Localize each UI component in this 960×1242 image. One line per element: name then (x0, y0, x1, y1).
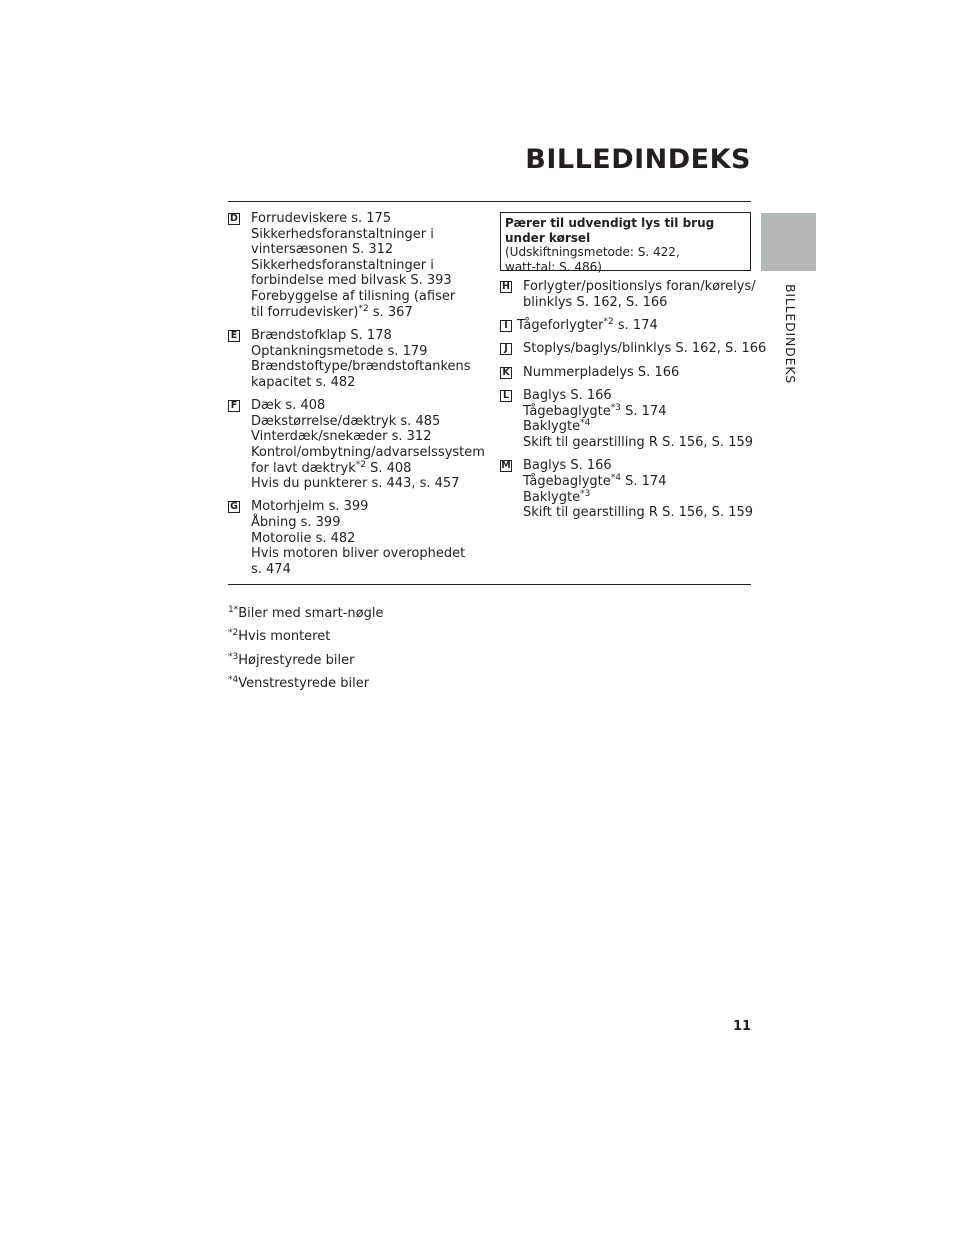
footnote: $^{*2}$Hvis monteret (228, 628, 331, 645)
entry-line: Baklygte$^{*3}$ (523, 488, 591, 505)
entry-line: Brændstoftype/brændstoftankens (251, 359, 471, 375)
entry-letter-h: H (500, 281, 512, 293)
right-column (500, 212, 767, 529)
footnote-mark: *3 (228, 651, 239, 662)
footnote: $^{*4}$Venstrestyrede biler (228, 675, 370, 692)
entry-line: Skift til gearstilling R S. 156, S. 159 (523, 505, 754, 521)
section-tab (761, 213, 816, 271)
bulb-info-box (500, 212, 751, 274)
footnote-mark: *4 (228, 675, 239, 686)
footnote-ref: *4 (610, 472, 621, 483)
footnote-mark: 1* (228, 605, 239, 615)
footnote-ref: *2 (603, 316, 614, 327)
bottom-rule (228, 584, 751, 585)
entry-line: Nummerpladelys S. 166 (523, 364, 680, 380)
entry-line: Baglys S. 166 (523, 388, 612, 404)
entry-letter-d: D (228, 213, 240, 225)
index-entry-i (500, 318, 751, 334)
section-tab-label: BILLEDINDEKS (783, 284, 798, 385)
entry-line: Kontrol/ombytning/advarselssystem (251, 444, 485, 460)
index-entry-f (228, 398, 483, 492)
footnote: $^{*3}$Højrestyrede biler (228, 651, 355, 668)
page-number: 11 (733, 1019, 752, 1034)
entry-letter-i: I (500, 320, 512, 332)
entry-letter-j: J (500, 343, 512, 355)
footnote-mark: *2 (228, 628, 239, 639)
entry-line: Baglys S. 166 (523, 458, 612, 474)
entry-letter-e: E (228, 330, 240, 342)
entry-line: for lavt dæktryk$^{*2}$ S. 408 (251, 459, 412, 476)
bulb-box-subtitle: (Udskiftningsmetode: S. 422, (505, 245, 680, 259)
entry-line: vintersæsonen S. 312 (251, 242, 394, 258)
entry-line: Hvis motoren bliver overophedet (251, 546, 466, 562)
top-rule (228, 201, 751, 202)
entry-line: Tågebaglygte$^{*4}$ S. 174 (523, 472, 667, 489)
index-entry-l (500, 388, 754, 450)
footnote-ref: *2 (355, 459, 366, 470)
entry-line: Tågebaglygte$^{*3}$ S. 174 (523, 402, 667, 419)
entry-letter-g: G (228, 501, 240, 513)
entry-line: Tågeforlygter$^{*2}$ s. 174 (517, 316, 658, 333)
footnote-ref: *2 (358, 303, 369, 314)
entry-letter-k: K (500, 367, 512, 379)
entry-letter-m: M (501, 460, 511, 472)
index-entry-d (228, 211, 483, 320)
index-entry-j (500, 341, 767, 357)
index-entry-e (228, 328, 483, 390)
entry-line: s. 474 (251, 561, 291, 577)
bulb-box-title: Pærer til udvendigt lys til brug under kørsel (505, 216, 715, 245)
entry-line: forbindelse med bilvask S. 393 (251, 273, 452, 289)
entry-line: Forrudeviskere s. 175 (251, 211, 392, 226)
bulb-box-subtitle: watt-tal: S. 486) (505, 259, 602, 274)
entry-line: Motorhjelm s. 399 (251, 499, 369, 515)
entry-line: Forebyggelse af tilisning (afiser (251, 288, 456, 304)
index-entry-g (228, 499, 483, 577)
footnote-ref: *4 (580, 418, 591, 429)
footnote-ref: *3 (610, 402, 621, 413)
entry-line: Sikkerhedsforanstaltninger i (251, 257, 434, 273)
footnote-ref: *3 (580, 488, 591, 499)
entry-line: Forlygter/positionslys foran/kørelys/ (523, 279, 756, 294)
entry-line: Dækstørrelse/dæktryk s. 485 (251, 413, 441, 429)
entry-line: Dæk s. 408 (251, 398, 326, 414)
entry-line: Motorolie s. 482 (251, 530, 356, 546)
page-title: BILLEDINDEKS (525, 144, 751, 175)
left-column (228, 211, 483, 585)
entry-letter-l: L (500, 390, 512, 402)
entry-line: Baklygte$^{*4}$ (523, 418, 591, 435)
entry-line: Åbning s. 399 (251, 515, 341, 531)
entry-line: Vinterdæk/snekæder s. 312 (251, 429, 432, 445)
index-entry-m (500, 458, 754, 521)
entry-line: Skift til gearstilling R S. 156, S. 159 (523, 434, 754, 450)
entry-line: Brændstofklap S. 178 (251, 327, 392, 343)
entry-line: til forrudevisker)$^{*2}$ s. 367 (251, 303, 413, 320)
entry-letter-f: F (228, 400, 240, 412)
entry-line: kapacitet s. 482 (251, 374, 356, 390)
entry-line: Stoplys/baglys/blinklys S. 162, S. 166 (523, 341, 767, 357)
index-entry-h (500, 279, 756, 310)
entry-line: Sikkerhedsforanstaltninger i (251, 226, 434, 242)
footnote: $^{1*}$Biler med smart-nøgle (228, 605, 384, 621)
index-entry-k (500, 365, 751, 381)
entry-line: Hvis du punkterer s. 443, s. 457 (251, 476, 460, 492)
entry-line: Optankningsmetode s. 179 (251, 343, 428, 359)
entry-line: blinklys S. 162, S. 166 (523, 294, 668, 310)
footnotes (228, 606, 384, 700)
